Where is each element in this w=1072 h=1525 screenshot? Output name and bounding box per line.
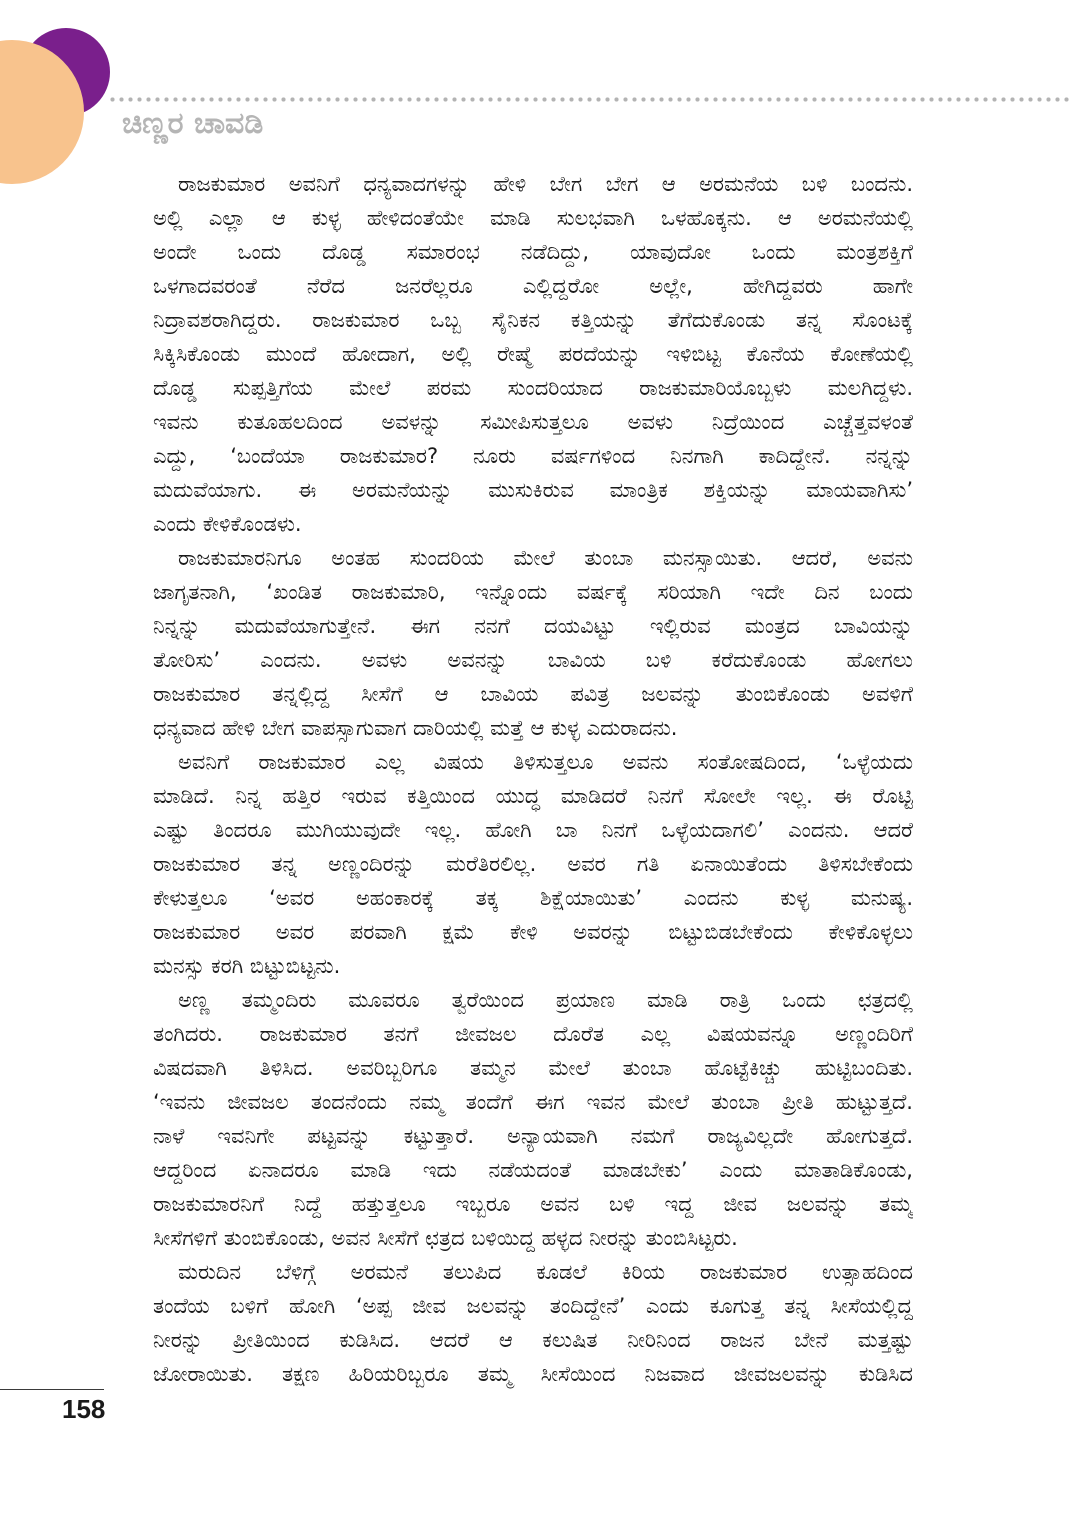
text-line: ಅಲ್ಲಿ ಎಲ್ಲಾ ಆ ಕುಳ್ಳ ಹೇಳಿದಂತೆಯೇ ಮಾಡಿ ಸುಲಭವಾಗಿ ಒಳಹೊಕ್ಕನು. ಆ ಅರಮನೆಯಲ್ಲಿ [153,206,913,230]
footer-rule [0,1389,104,1390]
text-line: ಮಾಡಿದೆ. ನಿನ್ನ ಹತ್ತಿರ ಇರುವ ಕತ್ತಿಯಿಂದ ಯುದ್ಧ ಮಾಡಿದರೆ ನಿನಗೆ ಸೋಲೇ ಇಲ್ಲ. ಈ ರೊಟ್ಟಿ [153,784,913,808]
text-line: ನಿದ್ರಾವಶರಾಗಿದ್ದರು. ರಾಜಕುಮಾರ ಒಬ್ಬ ಸೈನಿಕನ ಕತ್ತಿಯನ್ನು ತೆಗೆದುಕೊಂಡು ತನ್ನ ಸೊಂಟಕ್ಕೆ [153,308,913,332]
story-body [153,167,913,1391]
text-line: ಮರುದಿನ ಬೆಳಿಗ್ಗೆ ಅರಮನೆ ತಲುಪಿದ ಕೂಡಲೆ ಕಿರಿಯ ರಾಜಕುಮಾರ ಉತ್ಸಾಹದಿಂದ [178,1260,913,1284]
text-line: ರಾಜಕುಮಾರ ತನ್ನ ಅಣ್ಣಂದಿರನ್ನು ಮರೆತಿರಲಿಲ್ಲ. ಅವರ ಗತಿ ಏನಾಯಿತೆಂದು ತಿಳಿಸಬೇಕೆಂದು [153,852,913,876]
text-line: ದೊಡ್ಡ ಸುಪ್ಪತ್ತಿಗೆಯ ಮೇಲೆ ಪರಮ ಸುಂದರಿಯಾದ ರಾಜಕುಮಾರಿಯೊಬ್ಬಳು ಮಲಗಿದ್ದಳು. [153,376,913,400]
text-line: ನಿನ್ನನ್ನು ಮದುವೆಯಾಗುತ್ತೇನೆ. ಈಗ ನನಗೆ ದಯವಿಟ್ಟು ಇಲ್ಲಿರುವ ಮಂತ್ರದ ಬಾವಿಯನ್ನು [153,614,913,638]
text-line: ಮದುವೆಯಾಗು. ಈ ಅರಮನೆಯನ್ನು ಮುಸುಕಿರುವ ಮಾಂತ್ರಿಕ ಶಕ್ತಿಯನ್ನು ಮಾಯವಾಗಿಸು’ [153,478,913,502]
text-line: ರಾಜಕುಮಾರ ತನ್ನಲ್ಲಿದ್ದ ಸೀಸೆಗೆ ಆ ಬಾವಿಯ ಪವಿತ್ರ ಜಲವನ್ನು ತುಂಬಿಕೊಂಡು ಅವಳಿಗೆ [153,682,913,706]
page-number: 158 [62,1394,106,1424]
text-line: ತಂದೆಯ ಬಳಿಗೆ ಹೋಗಿ ‘ಅಪ್ಪ ಜೀವ ಜಲವನ್ನು ತಂದಿದ್ದೇನೆ’ ಎಂದು ಕೂಗುತ್ತ ತನ್ನ ಸೀಸೆಯಲ್ಲಿದ್ದ [153,1294,913,1318]
text-line: ಜೋರಾಯಿತು. ತಕ್ಷಣ ಹಿರಿಯರಿಬ್ಬರೂ ತಮ್ಮ ಸೀಸೆಯಿಂದ ನಿಜವಾದ ಜೀವಜಲವನ್ನು ಕುಡಿಸಿದ [153,1362,913,1386]
text-line: ಎಷ್ಟು ತಿಂದರೂ ಮುಗಿಯುವುದೇ ಇಲ್ಲ. ಹೋಗಿ ಬಾ ನಿನಗೆ ಒಳ್ಳೆಯದಾಗಲಿ’ ಎಂದನು. ಆದರೆ [153,818,913,842]
text-line: ನಾಳೆ ಇವನಿಗೇ ಪಟ್ಟವನ್ನು ಕಟ್ಟುತ್ತಾರೆ. ಅನ್ಯಾಯವಾಗಿ ನಮಗೆ ರಾಜ್ಯವಿಲ್ಲದೇ ಹೋಗುತ್ತದೆ. [153,1124,913,1148]
text-line: ಜಾಗೃತನಾಗಿ, ‘ಖಂಡಿತ ರಾಜಕುಮಾರಿ, ಇನ್ನೊಂದು ವರ್ಷಕ್ಕೆ ಸರಿಯಾಗಿ ಇದೇ ದಿನ ಬಂದು [153,580,913,604]
text-line: ರಾಜಕುಮಾರ ಅವರ ಪರವಾಗಿ ಕ್ಷಮೆ ಕೇಳಿ ಅವರನ್ನು ಬಿಟ್ಟುಬಿಡಬೇಕೆಂದು ಕೇಳಿಕೊಳ್ಳಲು [153,920,913,944]
section-title: ಚಿಣ್ಣರ ಚಾವಡಿ [122,106,264,141]
text-line: ರಾಜಕುಮಾರನಿಗೆ ನಿದ್ದೆ ಹತ್ತುತ್ತಲೂ ಇಬ್ಬರೂ ಅವನ ಬಳಿ ಇದ್ದ ಜೀವ ಜಲವನ್ನು ತಮ್ಮ [153,1192,913,1216]
text-line: ‘ಇವನು ಜೀವಜಲ ತಂದನೆಂದು ನಮ್ಮ ತಂದೆಗೆ ಈಗ ಇವನ ಮೇಲೆ ತುಂಬಾ ಪ್ರೀತಿ ಹುಟ್ಟುತ್ತದೆ. [153,1090,913,1114]
text-line: ತಂಗಿದರು. ರಾಜಕುಮಾರ ತನಗೆ ಜೀವಜಲ ದೊರೆತ ಎಲ್ಲ ವಿಷಯವನ್ನೂ ಅಣ್ಣಂದಿರಿಗೆ [153,1022,913,1046]
text-line: ಎಂದು ಕೇಳಿಕೊಂಡಳು. [153,512,302,536]
text-line: ಸೀಸೆಗಳಿಗೆ ತುಂಬಿಕೊಂಡು, ಅವನ ಸೀಸೆಗೆ ಛತ್ರದ ಬಳಿಯಿದ್ದ ಹಳ್ಳದ ನೀರನ್ನು ತುಂಬಿಸಿಟ್ಟರು. [153,1226,738,1250]
text-line: ಅಂದೇ ಒಂದು ದೊಡ್ಡ ಸಮಾರಂಭ ನಡೆದಿದ್ದು, ಯಾವುದೋ ಒಂದು ಮಂತ್ರಶಕ್ತಿಗೆ [153,240,913,264]
dotted-divider [108,96,1072,103]
text-line: ನೀರನ್ನು ಪ್ರೀತಿಯಿಂದ ಕುಡಿಸಿದ. ಆದರೆ ಆ ಕಲುಷಿತ ನೀರಿನಿಂದ ರಾಜನ ಬೇನೆ ಮತ್ತಷ್ಟು [153,1328,913,1352]
text-line: ರಾಜಕುಮಾರನಿಗೂ ಅಂತಹ ಸುಂದರಿಯ ಮೇಲೆ ತುಂಬಾ ಮನಸ್ಸಾಯಿತು. ಆದರೆ, ಅವನು [178,546,913,570]
text-line: ಅಣ್ಣ ತಮ್ಮಂದಿರು ಮೂವರೂ ತ್ವರೆಯಿಂದ ಪ್ರಯಾಣ ಮಾಡಿ ರಾತ್ರಿ ಒಂದು ಛತ್ರದಲ್ಲಿ [178,988,913,1012]
text-line: ಮನಸ್ಸು ಕರಗಿ ಬಿಟ್ಟುಬಿಟ್ಟನು. [153,954,341,978]
text-line: ರಾಜಕುಮಾರ ಅವನಿಗೆ ಧನ್ಯವಾದಗಳನ್ನು ಹೇಳಿ ಬೇಗ ಬೇಗ ಆ ಅರಮನೆಯ ಬಳಿ ಬಂದನು. [178,172,913,196]
text-line: ವಿಷದವಾಗಿ ತಿಳಿಸಿದ. ಅವರಿಬ್ಬರಿಗೂ ತಮ್ಮನ ಮೇಲೆ ತುಂಬಾ ಹೊಟ್ಟೆಕಿಚ್ಚು ಹುಟ್ಟಿಬಂದಿತು. [153,1056,913,1080]
text-line: ಆದ್ದರಿಂದ ಏನಾದರೂ ಮಾಡಿ ಇದು ನಡೆಯದಂತೆ ಮಾಡಬೇಕು’ ಎಂದು ಮಾತಾಡಿಕೊಂಡು, [153,1158,913,1182]
text-line: ಒಳಗಾದವರಂತೆ ನೆರೆದ ಜನರೆಲ್ಲರೂ ಎಲ್ಲಿದ್ದರೋ ಅಲ್ಲೇ, ಹೇಗಿದ್ದವರು ಹಾಗೇ [153,274,913,298]
text-line: ಇವನು ಕುತೂಹಲದಿಂದ ಅವಳನ್ನು ಸಮೀಪಿಸುತ್ತಲೂ ಅವಳು ನಿದ್ರೆಯಿಂದ ಎಚ್ಚೆತ್ತವಳಂತೆ [153,410,913,434]
text-line: ಕೇಳುತ್ತಲೂ ‘ಅವರ ಅಹಂಕಾರಕ್ಕೆ ತಕ್ಕ ಶಿಕ್ಷೆಯಾಯಿತು’ ಎಂದನು ಕುಳ್ಳ ಮನುಷ್ಯ. [153,886,913,910]
text-line: ಅವನಿಗೆ ರಾಜಕುಮಾರ ಎಲ್ಲ ವಿಷಯ ತಿಳಿಸುತ್ತಲೂ ಅವನು ಸಂತೋಷದಿಂದ, ‘ಒಳ್ಳೆಯದು [178,750,913,774]
text-line: ಸಿಕ್ಕಿಸಿಕೊಂಡು ಮುಂದೆ ಹೋದಾಗ, ಅಲ್ಲಿ ರೇಷ್ಮೆ ಪರದೆಯನ್ನು ಇಳಿಬಿಟ್ಟ ಕೊನೆಯ ಕೋಣೆಯಲ್ಲಿ [153,342,913,366]
text-line: ಎದ್ದು, ‘ಬಂದೆಯಾ ರಾಜಕುಮಾರ? ನೂರು ವರ್ಷಗಳಿಂದ ನಿನಗಾಗಿ ಕಾದಿದ್ದೇನೆ. ನನ್ನನ್ನು [153,444,913,468]
text-line: ಧನ್ಯವಾದ ಹೇಳಿ ಬೇಗ ವಾಪಸ್ಸಾಗುವಾಗ ದಾರಿಯಲ್ಲಿ ಮತ್ತೆ ಆ ಕುಳ್ಳ ಎದುರಾದನು. [153,716,678,740]
text-line: ತೋರಿಸು’ ಎಂದನು. ಅವಳು ಅವನನ್ನು ಬಾವಿಯ ಬಳಿ ಕರೆದುಕೊಂಡು ಹೋಗಲು [153,648,913,672]
